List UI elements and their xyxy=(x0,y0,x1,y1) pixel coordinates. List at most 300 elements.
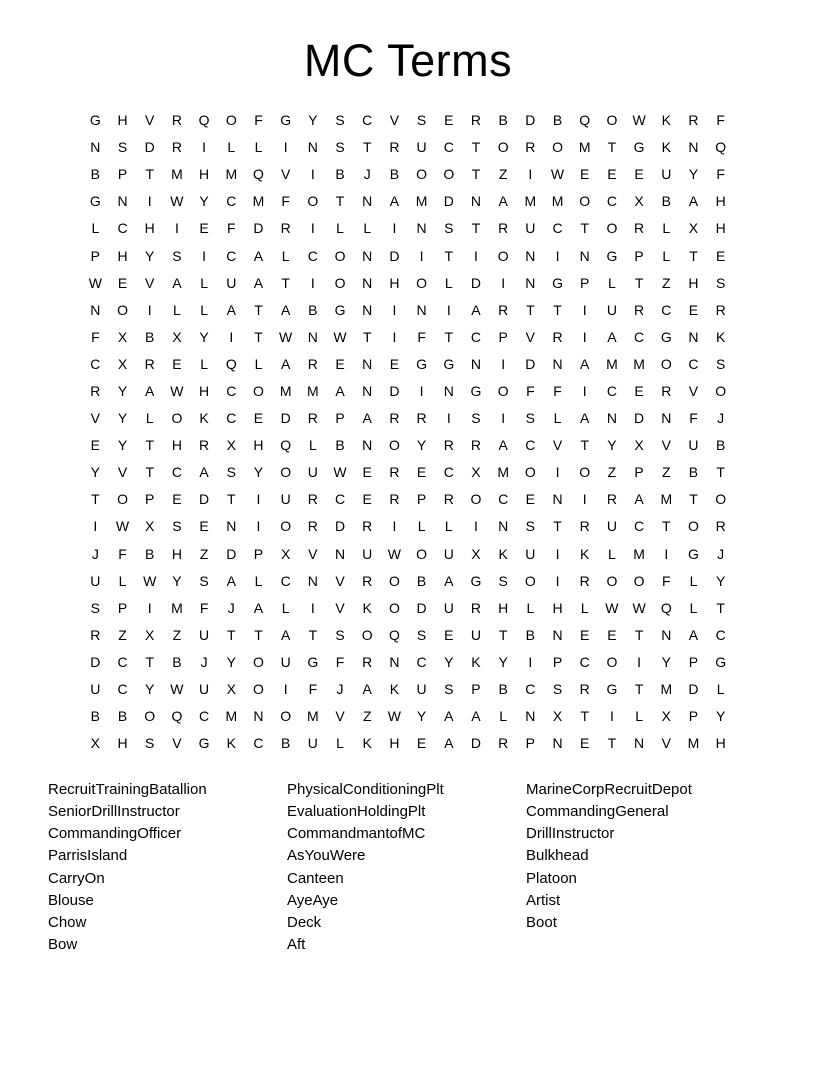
grid-letter: L xyxy=(281,599,290,616)
grid-letter: G xyxy=(552,274,563,291)
grid-letter: L xyxy=(444,518,453,535)
grid-row xyxy=(82,188,735,215)
grid-letter: X xyxy=(90,735,101,752)
grid-letter: A xyxy=(444,572,454,589)
grid-letter: V xyxy=(389,112,400,129)
grid-letter: I xyxy=(93,518,98,535)
grid-letter: G xyxy=(443,355,455,372)
grid-letter: X xyxy=(145,518,155,535)
grid-letter: D xyxy=(688,681,699,698)
grid-letter: L xyxy=(580,599,589,616)
grid-letter: P xyxy=(498,328,508,345)
grid-row xyxy=(82,621,735,648)
grid-letter: R xyxy=(579,681,590,698)
grid-letter: N xyxy=(117,193,128,210)
grid-letter: S xyxy=(335,112,345,129)
grid-letter: L xyxy=(254,139,263,156)
grid-letter: T xyxy=(362,328,372,345)
grid-row xyxy=(82,567,735,594)
grid-letter: A xyxy=(688,626,699,643)
grid-letter: C xyxy=(688,355,699,372)
grid-letter: V xyxy=(661,437,671,454)
grid-letter: E xyxy=(607,166,617,183)
grid-letter: C xyxy=(634,518,645,535)
grid-letter: G xyxy=(688,545,699,562)
grid-letter: P xyxy=(253,545,264,562)
grid-letter: P xyxy=(416,491,427,508)
word-list-item: CommandmantofMC xyxy=(287,825,426,843)
grid-letter: K xyxy=(715,328,726,345)
grid-letter: E xyxy=(416,464,427,481)
grid-letter: G xyxy=(89,112,101,129)
grid-letter: S xyxy=(715,274,726,291)
grid-letter: U xyxy=(443,545,454,562)
grid-letter: C xyxy=(117,220,128,237)
grid-letter: L xyxy=(254,572,263,589)
grid-letter: V xyxy=(308,545,318,562)
grid-letter: N xyxy=(688,328,699,345)
grid-letter: U xyxy=(280,491,291,508)
grid-letter: V xyxy=(335,708,345,725)
grid-letter: Q xyxy=(171,708,183,725)
word-list-item: DrillInstructor xyxy=(526,825,615,843)
grid-row xyxy=(82,323,735,350)
grid-letter: M xyxy=(660,491,673,508)
grid-letter: M xyxy=(415,193,428,210)
grid-letter: C xyxy=(579,653,590,670)
word-list-item: Deck xyxy=(287,913,322,931)
grid-letter: N xyxy=(552,626,563,643)
grid-letter: I xyxy=(392,220,397,237)
grid-letter: M xyxy=(524,193,537,210)
grid-letter: R xyxy=(579,572,590,589)
grid-letter: Y xyxy=(416,708,427,725)
grid-letter: I xyxy=(528,653,533,670)
grid-letter: V xyxy=(90,410,101,427)
word-list-item: ParrisIsland xyxy=(48,847,128,865)
grid-letter: O xyxy=(253,653,264,670)
grid-row xyxy=(82,540,735,567)
grid-letter: L xyxy=(145,410,154,427)
grid-letter: D xyxy=(199,491,210,508)
grid-letter: U xyxy=(362,545,373,562)
grid-letter: E xyxy=(253,410,264,427)
grid-letter: T xyxy=(607,735,617,752)
grid-letter: N xyxy=(688,139,699,156)
grid-letter: A xyxy=(253,274,264,291)
grid-letter: N xyxy=(362,193,373,210)
grid-row xyxy=(82,296,735,323)
grid-letter: R xyxy=(307,410,318,427)
grid-letter: E xyxy=(416,735,427,752)
grid-letter: G xyxy=(470,572,482,589)
grid-letter: O xyxy=(388,437,400,454)
grid-letter: Y xyxy=(688,166,699,183)
grid-letter: H xyxy=(253,437,264,454)
grid-letter: E xyxy=(634,166,644,183)
grid-letter: T xyxy=(308,626,318,643)
grid-letter: S xyxy=(498,572,508,589)
grid-letter: Y xyxy=(416,437,427,454)
grid-letter: X xyxy=(280,545,291,562)
grid-letter: I xyxy=(446,410,451,427)
grid-letter: L xyxy=(417,518,426,535)
grid-row xyxy=(82,134,735,161)
grid-letter: P xyxy=(117,166,128,183)
word-list-item: Blouse xyxy=(48,891,94,909)
grid-letter: N xyxy=(606,410,617,427)
grid-letter: L xyxy=(254,355,263,372)
grid-row xyxy=(82,594,735,621)
grid-letter: R xyxy=(579,518,590,535)
grid-letter: G xyxy=(334,301,346,318)
grid-letter: D xyxy=(416,599,427,616)
grid-letter: A xyxy=(580,410,590,427)
grid-letter: L xyxy=(363,220,372,237)
grid-letter: O xyxy=(280,464,292,481)
grid-letter: A xyxy=(280,626,291,643)
grid-letter: F xyxy=(199,599,209,616)
grid-letter: N xyxy=(362,247,373,264)
grid-letter: I xyxy=(501,274,506,291)
word-search-grid xyxy=(82,107,735,757)
grid-letter: L xyxy=(499,708,508,725)
grid-letter: B xyxy=(335,437,345,454)
grid-letter: A xyxy=(199,464,209,481)
grid-letter: O xyxy=(117,301,128,318)
grid-letter: P xyxy=(580,274,590,291)
grid-letter: C xyxy=(226,247,237,264)
grid-letter: W xyxy=(550,166,565,183)
grid-letter: L xyxy=(173,301,181,318)
grid-letter: Z xyxy=(662,274,671,291)
grid-letter: F xyxy=(335,653,345,670)
grid-letter: D xyxy=(443,193,454,210)
grid-letter: U xyxy=(280,653,291,670)
grid-letter: W xyxy=(387,708,402,725)
word-list-item: Boot xyxy=(526,913,557,931)
grid-letter: M xyxy=(633,355,645,372)
grid-letter: K xyxy=(661,139,671,156)
grid-letter: L xyxy=(635,708,643,725)
grid-letter: Q xyxy=(715,139,727,156)
grid-letter: R xyxy=(389,491,400,508)
grid-letter: Q xyxy=(280,437,292,454)
grid-letter: X xyxy=(634,193,644,210)
grid-letter: L xyxy=(608,545,616,562)
grid-letter: R xyxy=(362,518,373,535)
grid-letter: A xyxy=(580,355,590,372)
grid-letter: G xyxy=(660,328,672,345)
grid-letter: N xyxy=(362,355,373,372)
grid-letter: T xyxy=(580,708,589,725)
grid-letter: E xyxy=(525,491,536,508)
grid-letter: Y xyxy=(661,653,671,670)
grid-letter: D xyxy=(389,382,400,399)
worksheet-page xyxy=(0,36,816,1092)
grid-letter: N xyxy=(498,518,509,535)
grid-letter: H xyxy=(552,599,563,616)
grid-letter: N xyxy=(307,328,318,345)
grid-letter: T xyxy=(471,166,481,183)
grid-letter: U xyxy=(606,301,617,318)
word-list-item: Chow xyxy=(48,913,87,931)
grid-letter: N xyxy=(525,247,536,264)
grid-letter: P xyxy=(634,464,644,481)
grid-letter: R xyxy=(199,437,210,454)
grid-letter: Y xyxy=(117,410,128,427)
grid-letter: B xyxy=(308,301,318,318)
grid-letter: N xyxy=(362,437,373,454)
grid-letter: L xyxy=(281,247,290,264)
grid-letter: W xyxy=(632,599,646,616)
word-list-item: Artist xyxy=(526,891,561,909)
grid-letter: T xyxy=(716,464,725,481)
grid-letter: B xyxy=(145,545,155,562)
grid-letter: E xyxy=(90,437,101,454)
grid-letter: B xyxy=(552,112,563,129)
grid-row xyxy=(82,377,735,404)
grid-letter: R xyxy=(715,301,726,318)
grid-letter: P xyxy=(335,410,345,427)
grid-letter: C xyxy=(443,464,454,481)
grid-letter: C xyxy=(307,247,318,264)
grid-letter: O xyxy=(524,464,536,481)
grid-letter: W xyxy=(632,112,646,129)
grid-letter: S xyxy=(199,572,209,589)
grid-letter: D xyxy=(634,410,645,427)
grid-letter: W xyxy=(605,599,619,616)
grid-letter: P xyxy=(634,247,644,264)
grid-letter: A xyxy=(335,382,345,399)
grid-letter: I xyxy=(582,328,587,345)
grid-letter: U xyxy=(688,437,699,454)
grid-letter: R xyxy=(362,572,373,589)
grid-letter: I xyxy=(256,491,261,508)
grid-letter: T xyxy=(471,139,481,156)
grid-letter: I xyxy=(419,382,424,399)
grid-row xyxy=(82,269,735,296)
grid-letter: O xyxy=(416,274,428,291)
grid-letter: I xyxy=(392,518,397,535)
grid-letter: R xyxy=(389,464,400,481)
grid-letter: N xyxy=(90,139,101,156)
grid-letter: E xyxy=(389,355,400,372)
grid-letter: Y xyxy=(145,247,155,264)
grid-letter: D xyxy=(470,274,482,291)
grid-letter: O xyxy=(253,382,264,399)
grid-letter: W xyxy=(333,328,347,345)
grid-letter: T xyxy=(580,220,589,237)
grid-letter: A xyxy=(688,193,699,210)
grid-letter: S xyxy=(90,599,101,616)
grid-letter: I xyxy=(528,166,533,183)
grid-letter: V xyxy=(525,328,536,345)
grid-letter: C xyxy=(117,653,128,670)
grid-letter: C xyxy=(253,735,264,752)
grid-letter: L xyxy=(227,139,236,156)
grid-letter: T xyxy=(91,491,100,508)
grid-letter: R xyxy=(552,328,563,345)
grid-letter: I xyxy=(147,193,152,210)
grid-letter: M xyxy=(225,708,238,725)
grid-letter: L xyxy=(608,274,616,291)
grid-row xyxy=(82,703,735,730)
grid-letter: T xyxy=(471,220,481,237)
grid-letter: O xyxy=(443,166,455,183)
grid-letter: U xyxy=(307,464,318,481)
word-list-item: CommandingOfficer xyxy=(48,825,182,843)
grid-letter: U xyxy=(226,274,237,291)
grid-letter: C xyxy=(226,193,237,210)
grid-letter: Z xyxy=(172,626,182,643)
grid-letter: Z xyxy=(607,464,617,481)
grid-letter: O xyxy=(416,166,428,183)
grid-letter: I xyxy=(474,518,478,535)
grid-letter: J xyxy=(91,545,99,562)
grid-letter: M xyxy=(225,166,238,183)
word-list-item: AyeAye xyxy=(287,891,339,909)
grid-letter: C xyxy=(117,681,128,698)
grid-letter: S xyxy=(715,355,726,372)
grid-letter: I xyxy=(555,464,560,481)
grid-letter: A xyxy=(362,410,372,427)
grid-letter: U xyxy=(90,681,101,698)
grid-letter: N xyxy=(525,274,536,291)
grid-letter: U xyxy=(416,139,427,156)
grid-letter: B xyxy=(280,735,291,752)
grid-letter: O xyxy=(524,572,536,589)
grid-letter: R xyxy=(443,437,454,454)
grid-letter: D xyxy=(470,735,482,752)
grid-letter: R xyxy=(307,355,318,372)
grid-letter: O xyxy=(416,545,428,562)
grid-row xyxy=(82,405,735,432)
grid-letter: N xyxy=(362,382,373,399)
grid-letter: F xyxy=(662,572,671,589)
grid-letter: T xyxy=(526,301,535,318)
grid-letter: T xyxy=(227,491,236,508)
grid-letter: I xyxy=(147,301,152,318)
grid-letter: O xyxy=(117,491,128,508)
grid-letter: N xyxy=(634,735,645,752)
grid-letter: D xyxy=(280,410,291,427)
grid-letter: E xyxy=(172,355,182,372)
grid-letter: T xyxy=(553,301,562,318)
grid-letter: U xyxy=(199,681,210,698)
grid-letter: V xyxy=(552,437,563,454)
grid-letter: R xyxy=(171,112,182,129)
grid-letter: E xyxy=(117,274,128,291)
grid-letter: D xyxy=(525,112,536,129)
grid-letter: W xyxy=(170,382,184,399)
grid-letter: F xyxy=(254,112,263,129)
grid-letter: E xyxy=(335,355,345,372)
grid-letter: R xyxy=(362,653,373,670)
grid-letter: V xyxy=(335,599,345,616)
grid-letter: X xyxy=(117,328,128,345)
grid-letter: X xyxy=(688,220,699,237)
grid-letter: H xyxy=(389,735,400,752)
grid-letter: J xyxy=(200,653,208,670)
grid-letter: D xyxy=(144,139,155,156)
grid-letter: A xyxy=(498,193,508,210)
grid-letter: Y xyxy=(199,328,209,345)
grid-letter: O xyxy=(225,112,237,129)
grid-letter: N xyxy=(552,491,563,508)
grid-letter: T xyxy=(662,518,671,535)
grid-letter: Z xyxy=(118,626,127,643)
grid-letter: G xyxy=(606,247,618,264)
grid-letter: G xyxy=(715,653,727,670)
grid-letter: L xyxy=(200,274,208,291)
grid-letter: D xyxy=(226,545,237,562)
grid-letter: E xyxy=(199,220,209,237)
grid-letter: A xyxy=(226,572,236,589)
grid-letter: A xyxy=(280,355,291,372)
grid-letter: Y xyxy=(117,382,128,399)
grid-letter: T xyxy=(634,626,644,643)
grid-letter: S xyxy=(145,735,155,752)
grid-letter: C xyxy=(334,491,346,508)
grid-letter: E xyxy=(715,247,726,264)
word-list-item: MarineCorpRecruitDepot xyxy=(526,780,692,798)
word-list xyxy=(48,779,816,957)
grid-letter: R xyxy=(307,491,318,508)
word-list-item: Bow xyxy=(48,936,78,954)
grid-letter: F xyxy=(716,166,725,183)
grid-letter: I xyxy=(392,301,397,318)
grid-letter: R xyxy=(389,410,400,427)
grid-letter: S xyxy=(335,626,345,643)
grid-letter: M xyxy=(578,139,591,156)
grid-letter: N xyxy=(362,301,373,318)
grid-letter: N xyxy=(470,193,482,210)
grid-row xyxy=(82,730,735,757)
grid-letter: H xyxy=(144,220,155,237)
grid-letter: S xyxy=(471,410,481,427)
grid-letter: T xyxy=(634,681,644,698)
grid-letter: H xyxy=(117,247,128,264)
grid-letter: O xyxy=(307,193,319,210)
grid-letter: C xyxy=(362,112,373,129)
grid-letter: Y xyxy=(117,437,128,454)
word-list-item: PhysicalConditioningPlt xyxy=(287,780,444,798)
grid-letter: I xyxy=(501,355,506,372)
grid-letter: B xyxy=(715,437,726,454)
grid-letter: Y xyxy=(253,464,264,481)
grid-row xyxy=(82,486,735,513)
word-list-item: Aft xyxy=(287,936,306,954)
grid-letter: N xyxy=(334,545,346,562)
grid-letter: O xyxy=(606,112,618,129)
grid-letter: V xyxy=(280,166,291,183)
grid-letter: C xyxy=(715,626,726,643)
grid-letter: M xyxy=(551,193,564,210)
grid-row xyxy=(82,161,735,188)
grid-letter: O xyxy=(388,572,400,589)
grid-letter: R xyxy=(498,220,509,237)
grid-letter: R xyxy=(498,301,509,318)
grid-letter: A xyxy=(145,382,155,399)
grid-letter: I xyxy=(609,708,614,725)
grid-letter: H xyxy=(389,274,400,291)
grid-letter: T xyxy=(498,626,508,643)
grid-letter: Y xyxy=(199,193,209,210)
grid-letter: T xyxy=(281,274,290,291)
grid-letter: F xyxy=(308,681,318,698)
word-list-item: RecruitTrainingBatallion xyxy=(48,780,207,798)
